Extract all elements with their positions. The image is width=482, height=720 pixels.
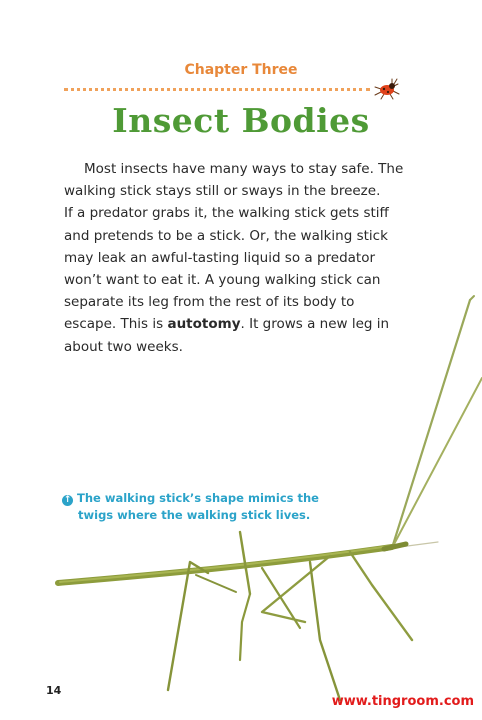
body-line: walking stick stays still or sways in the breeze. xyxy=(64,183,381,200)
chapter-divider xyxy=(64,88,370,91)
body-line: separate its leg from the rest of its body to xyxy=(64,294,355,311)
chapter-label: Chapter Three xyxy=(184,62,298,78)
body-line: and pretends to be a stick. Or, the walking stick xyxy=(64,227,388,244)
body-text-segment: . It grows a new leg in xyxy=(240,316,390,333)
ladybug-icon xyxy=(372,78,402,100)
body-line: about two weeks. xyxy=(64,338,183,355)
photo-caption xyxy=(62,490,319,524)
body-line xyxy=(64,313,403,335)
caption-line: twigs where the walking stick lives. xyxy=(78,508,311,522)
page-number: 14 xyxy=(46,684,62,697)
body-paragraph xyxy=(64,158,403,358)
body-text-segment: escape. This is xyxy=(64,316,168,333)
body-line: If a predator grabs it, the walking stick gets stiff xyxy=(64,205,389,222)
body-line: Most insects have many ways to stay safe. The xyxy=(84,161,404,177)
body-line: won’t want to eat it. A young walking stick can xyxy=(64,272,381,289)
caption-line: The walking stick’s shape mimics the xyxy=(77,491,319,505)
autotomy-term: autotomy xyxy=(167,316,241,333)
watermark-link[interactable]: www.tingroom.com xyxy=(331,694,474,709)
body-line: may leak an awful-tasting liquid so a predator xyxy=(64,249,376,266)
page-title: Insect Bodies xyxy=(112,101,370,140)
arrow-up-icon: ↑ xyxy=(63,495,72,505)
